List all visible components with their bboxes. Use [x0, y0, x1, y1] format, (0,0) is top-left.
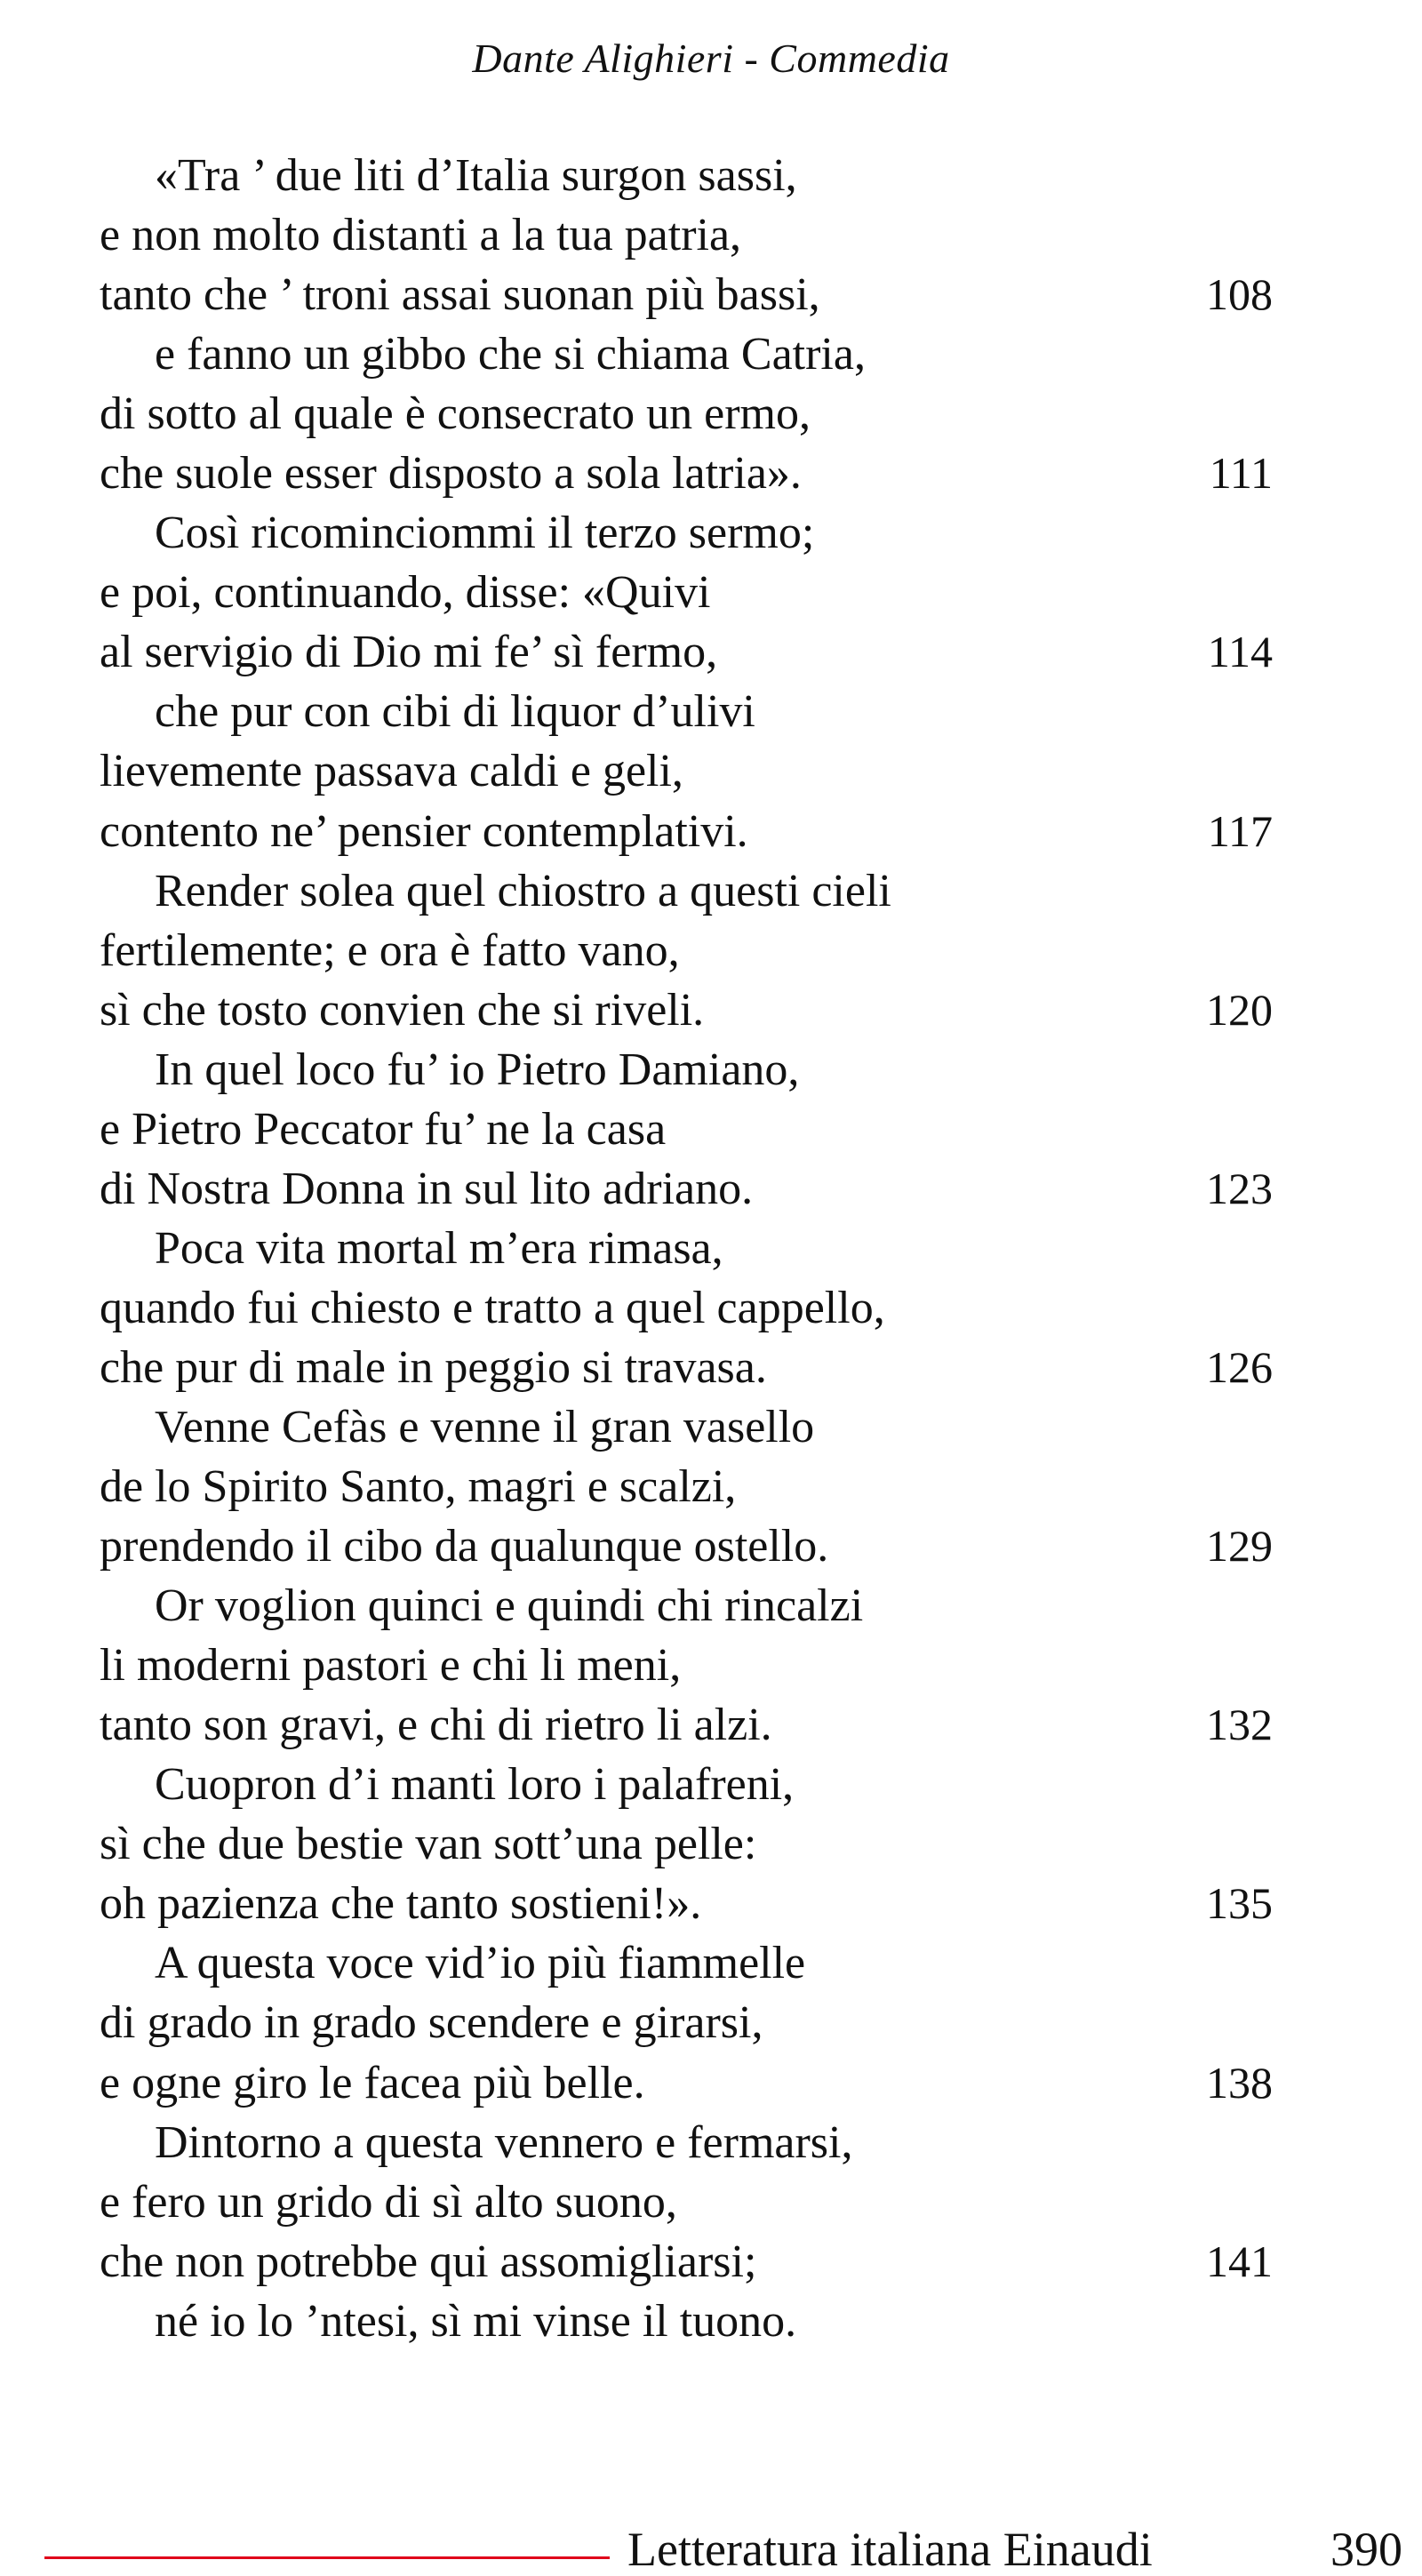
line-number: 141	[1206, 2236, 1273, 2286]
verse-text: li moderni pastori e chi li meni,	[100, 1640, 682, 1692]
verse-text: Poca vita mortal m’era rimasa,	[155, 1222, 723, 1274]
verse-line	[100, 503, 1273, 563]
verse-line	[100, 1457, 1273, 1516]
verse-text: Così ricominciommi il terzo sermo;	[155, 508, 815, 559]
verse-text: prendendo il cibo da qualunque ostello.	[100, 1521, 829, 1572]
line-number: 114	[1207, 627, 1273, 677]
verse-text: fertilemente; e ora è fatto vano,	[100, 924, 680, 976]
verse-line	[100, 1278, 1273, 1338]
line-number: 138	[1206, 2057, 1273, 2108]
verse-line	[100, 2292, 1273, 2351]
verse-text: né io lo ’ntesi, sì mi vinse il tuono.	[155, 2295, 797, 2347]
verse-line	[100, 1219, 1273, 1278]
verse-line	[100, 741, 1273, 801]
line-number: 117	[1207, 805, 1273, 856]
line-number: 135	[1206, 1878, 1273, 1929]
line-number: 126	[1206, 1341, 1273, 1392]
verse-text: e non molto distanti a la tua patria,	[100, 210, 742, 261]
verse-text: Render solea quel chiostro a questi cieli	[155, 865, 891, 916]
line-number: 129	[1206, 1521, 1273, 1572]
verse-text: di sotto al quale è consecrato un ermo,	[100, 388, 811, 440]
verse-text: e fero un grido di sì alto suono,	[100, 2176, 677, 2228]
verse-text: che suole esser disposto a sola latria».	[100, 448, 802, 500]
footer-rule	[44, 2556, 610, 2559]
verse-line	[100, 1576, 1273, 1636]
verse-line	[100, 1397, 1273, 1457]
verse-text: A questa voce vid’io più fiammelle	[155, 1938, 806, 1989]
running-head: Dante Alighieri - Commedia	[472, 36, 950, 81]
line-number: 132	[1206, 1700, 1273, 1750]
verse-line	[100, 2053, 1273, 2113]
verse-text: che pur con cibi di liquor d’ulivi	[155, 686, 755, 738]
line-number: 108	[1206, 269, 1273, 320]
verse-block	[100, 146, 1273, 2351]
verse-line	[100, 1695, 1273, 1755]
verse-line	[100, 1100, 1273, 1159]
verse-text: di grado in grado scendere e girarsi,	[100, 1997, 763, 2049]
verse-line	[100, 384, 1273, 444]
verse-line	[100, 1933, 1273, 1993]
verse-line	[100, 1755, 1273, 1814]
verse-line	[100, 324, 1273, 384]
verse-text: e ogne giro le facea più belle.	[100, 2057, 645, 2108]
footer-publisher: Letteratura italiana Einaudi	[627, 2523, 1153, 2576]
verse-text: tanto che ’ troni assai suonan più bassi,	[100, 269, 820, 321]
verse-text: oh pazienza che tanto sostieni!».	[100, 1878, 702, 1930]
verse-text: che pur di male in peggio si travasa.	[100, 1341, 767, 1393]
verse-line	[100, 2232, 1273, 2292]
verse-line	[100, 622, 1273, 682]
verse-line	[100, 2113, 1273, 2172]
verse-text: sì che tosto convien che si riveli.	[100, 984, 705, 1036]
verse-text: quando fui chiesto e tratto a quel cappello,	[100, 1282, 885, 1333]
verse-line	[100, 444, 1273, 503]
verse-text: In quel loco fu’ io Pietro Damiano,	[155, 1044, 800, 1095]
verse-text: contento ne’ pensier contemplativi.	[100, 805, 748, 857]
verse-text: «Tra ’ due liti d’Italia surgon sassi,	[155, 150, 797, 201]
verse-text: Cuopron d’i manti loro i palafreni,	[155, 1759, 795, 1811]
verse-line	[100, 1040, 1273, 1100]
line-number: 111	[1209, 448, 1273, 499]
page-number: 390	[1330, 2523, 1402, 2576]
verse-line	[100, 980, 1273, 1040]
verse-text: lievemente passava caldi e geli,	[100, 746, 683, 797]
verse-line	[100, 1159, 1273, 1219]
verse-text: che non potrebbe qui assomigliarsi;	[100, 2236, 757, 2287]
verse-line	[100, 2172, 1273, 2232]
verse-text: Dintorno a questa vennero e fermarsi,	[155, 2116, 853, 2168]
verse-line	[100, 563, 1273, 622]
verse-text: tanto son gravi, e chi di rietro li alzi.	[100, 1700, 772, 1751]
verse-text: sì che due bestie van sott’una pelle:	[100, 1819, 757, 1870]
verse-line	[100, 921, 1273, 980]
verse-line	[100, 1516, 1273, 1576]
verse-line	[100, 861, 1273, 921]
verse-text: al servigio di Dio mi fe’ sì fermo,	[100, 627, 718, 678]
verse-text: di Nostra Donna in sul lito adriano.	[100, 1163, 754, 1214]
verse-line	[100, 1814, 1273, 1874]
verse-text: de lo Spirito Santo, magri e scalzi,	[100, 1461, 737, 1513]
line-number: 120	[1206, 984, 1273, 1035]
verse-line	[100, 1338, 1273, 1397]
verse-text: e poi, continuando, disse: «Quivi	[100, 567, 711, 619]
verse-line	[100, 205, 1273, 265]
verse-line	[100, 802, 1273, 861]
line-number: 123	[1206, 1163, 1273, 1213]
verse-line	[100, 682, 1273, 741]
verse-line	[100, 1874, 1273, 1933]
verse-line	[100, 265, 1273, 324]
verse-line	[100, 146, 1273, 205]
verse-line	[100, 1636, 1273, 1695]
verse-text: e Pietro Peccator fu’ ne la casa	[100, 1103, 667, 1155]
verse-line	[100, 1993, 1273, 2052]
verse-text: Venne Cefàs e venne il gran vasello	[155, 1401, 815, 1452]
verse-text: e fanno un gibbo che si chiama Catria,	[155, 329, 866, 380]
verse-text: Or voglion quinci e quindi chi rincalzi	[155, 1580, 864, 1632]
